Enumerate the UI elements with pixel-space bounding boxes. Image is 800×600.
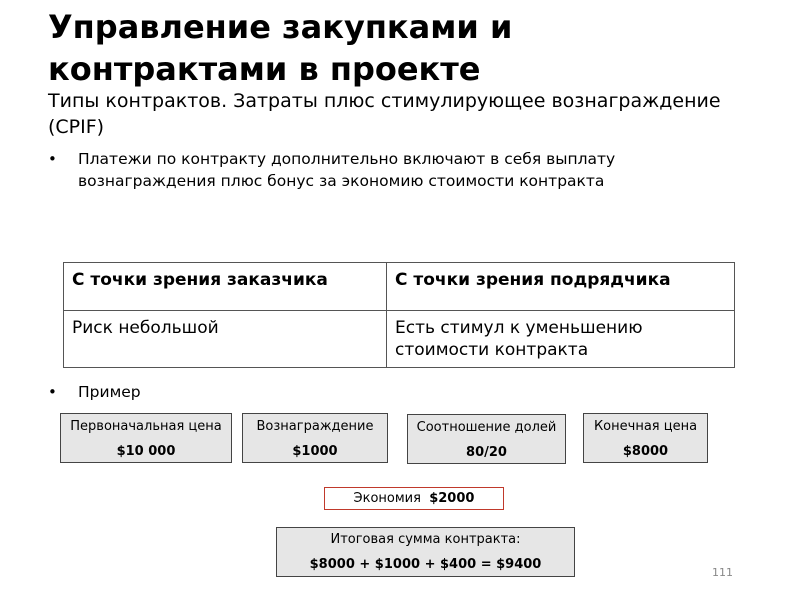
final-price-box bbox=[583, 413, 708, 463]
slide-subtitle: Типы контрактов. Затраты плюс стимулирующее вознаграждение (CPIF) bbox=[48, 90, 721, 138]
bullet-icon: • bbox=[48, 383, 57, 401]
savings-box bbox=[324, 487, 504, 510]
box-label: Вознаграждение bbox=[256, 419, 374, 434]
box-value: $1000 bbox=[292, 444, 338, 459]
savings-label: Экономия bbox=[353, 491, 421, 506]
box-value: $8000 bbox=[622, 444, 669, 459]
table-header-contractor: С точки зрения подрядчика bbox=[387, 263, 735, 311]
table-row bbox=[64, 311, 735, 368]
page-number: 111 bbox=[712, 566, 733, 579]
bullet-text: Платежи по контракту дополнительно включают в себя выплату вознаграждения плюс бонус за экономию стоимости контракта bbox=[78, 150, 616, 190]
box-label: Первоначальная цена bbox=[70, 419, 222, 434]
box-label: Соотношение долей bbox=[416, 420, 557, 435]
table-cell: Есть стимул к уменьшению стоимости контракта bbox=[387, 311, 735, 368]
table-header-customer: С точки зрения заказчика bbox=[64, 263, 387, 311]
box-value: $10 000 bbox=[116, 444, 176, 459]
bullet-text: Пример bbox=[78, 383, 141, 401]
bullet-icon: • bbox=[48, 150, 57, 168]
reward-box bbox=[242, 413, 388, 463]
comparison-table bbox=[63, 262, 735, 368]
table-cell: Риск небольшой bbox=[64, 311, 387, 368]
total-label: Итоговая сумма контракта: bbox=[330, 532, 521, 547]
table-header-row bbox=[64, 263, 735, 311]
total-value: $8000 + $1000 + $400 = $9400 bbox=[309, 557, 542, 572]
slide-title: Управление закупками и контрактами в проекте bbox=[48, 8, 513, 88]
savings-value: $2000 bbox=[429, 491, 475, 506]
box-value: 80/20 bbox=[466, 445, 507, 460]
contract-total-box bbox=[276, 527, 575, 577]
initial-price-box bbox=[60, 413, 232, 463]
share-ratio-box bbox=[407, 414, 566, 464]
box-label: Конечная цена bbox=[593, 419, 698, 434]
